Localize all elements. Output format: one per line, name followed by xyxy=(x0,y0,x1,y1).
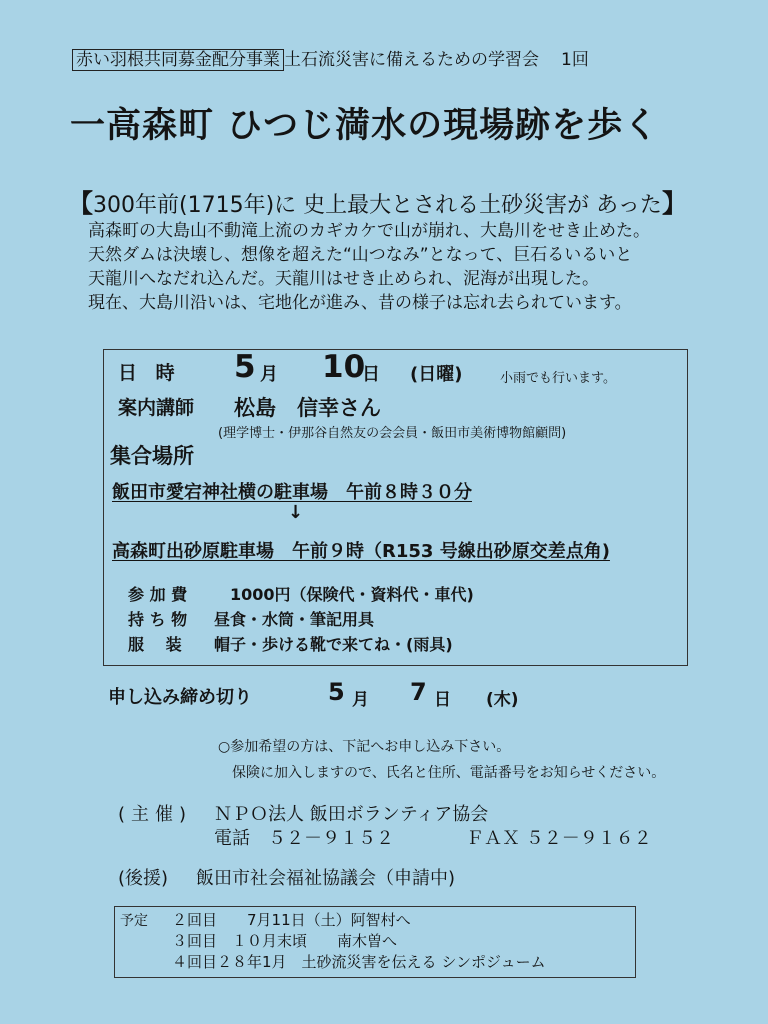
intro-line: 天龍川へなだれ込んだ。天龍川はせき止められ、泥海が出現した。 xyxy=(88,269,600,289)
subtitle-bracket-open: 【 xyxy=(68,189,94,218)
support-name: 飯田市社会福祉協議会（申請中) xyxy=(196,868,456,889)
note-line: 保険に加入しますので、氏名と住所、電話番号をお知らせください。 xyxy=(232,765,666,781)
schedule-list xyxy=(172,910,546,973)
guide-titles: (理学博士・伊那谷自然友の会会員・飯田市美術博物館顧問) xyxy=(218,426,567,441)
deadline-weekday: (木) xyxy=(486,690,519,710)
deadline-month-unit: 月 xyxy=(352,690,369,710)
date-day-unit: 日 xyxy=(362,364,380,385)
intro-line: 高森町の大島山不動滝上流のカギカケで山が崩れ、大島川をせき止めた。 xyxy=(88,221,651,241)
intro-line: 天然ダムは決壊し、想像を超えた“山つなみ”となって、巨石るいるいと xyxy=(88,245,633,265)
header-line xyxy=(72,45,589,70)
schedule-row: ２回目 7月11日（土）阿智村へ xyxy=(172,911,411,929)
organizer-label: (主催) xyxy=(118,804,193,825)
rain-note: 小雨でも行います。 xyxy=(500,371,616,386)
page-title: 一高森町 ひつじ満水の現場跡を歩く xyxy=(70,106,660,146)
support-label: (後援) xyxy=(118,868,169,889)
meeting-place-2: 高森町出砂原駐車場 午前９時（R153 号線出砂原交差点角) xyxy=(112,541,610,562)
arrow-down-icon: ↓ xyxy=(288,502,304,523)
items-label: 持 ち 物 xyxy=(128,610,188,629)
organizer-fax: ＦＡＸ ５２－９１６２ xyxy=(466,828,652,849)
schedule-row: ３回目 １０月末頃 南木曽へ xyxy=(172,932,398,950)
guide-label: 案内講師 xyxy=(118,397,195,419)
date-day: 10 xyxy=(322,349,366,385)
items-value: 昼食・水筒・筆記用具 xyxy=(214,610,375,629)
deadline-day: 7 xyxy=(410,678,427,706)
date-label: 日 時 xyxy=(118,362,181,384)
organizer-phone: 電話 ５２－９１５２ xyxy=(214,828,394,849)
attire-value: 帽子・歩ける靴で来てね・(雨具) xyxy=(214,635,453,654)
fee-label: 参 加 費 xyxy=(128,585,188,604)
deadline-month: 5 xyxy=(328,678,345,706)
fee-value: 1000円（保険代・資料代・車代) xyxy=(230,585,474,604)
subtitle-text: 300年前(1715年)に 史上最大とされる土砂災害が あった xyxy=(93,193,662,218)
date-month: 5 xyxy=(234,349,256,385)
intro-paragraph xyxy=(88,219,650,315)
organizer-name: ＮＰＯ法人 飯田ボランティア協会 xyxy=(214,804,489,825)
schedule-row: ４回目２８年1月 土砂流災害を伝える シンポジューム xyxy=(172,953,546,971)
meeting-label: 集合場所 xyxy=(110,444,194,468)
sponsor-label: 赤い羽根共同募金配分事業 xyxy=(72,49,284,71)
schedule-label: 予定 xyxy=(120,913,148,929)
subtitle-bracket-close: 】 xyxy=(661,189,687,218)
subtitle xyxy=(68,184,687,220)
note-line: ○参加希望の方は、下記へお申し込み下さい。 xyxy=(218,739,511,755)
series-title: 土石流災害に備えるための学習会 xyxy=(284,50,539,70)
attire-label: 服 装 xyxy=(128,635,182,654)
date-month-unit: 月 xyxy=(260,364,278,385)
deadline-day-unit: 日 xyxy=(434,690,451,710)
meeting-place-1: 飯田市愛宕神社横の駐車場 午前８時３０分 xyxy=(112,482,472,503)
intro-line: 現在、大島川沿いは、宅地化が進み、昔の様子は忘れ去られています。 xyxy=(88,293,632,313)
session-number: 1回 xyxy=(561,50,589,70)
deadline-label: 申し込み締め切り xyxy=(108,687,252,708)
guide-name: 松島 信幸さん xyxy=(234,396,381,420)
date-weekday: (日曜) xyxy=(410,364,463,385)
